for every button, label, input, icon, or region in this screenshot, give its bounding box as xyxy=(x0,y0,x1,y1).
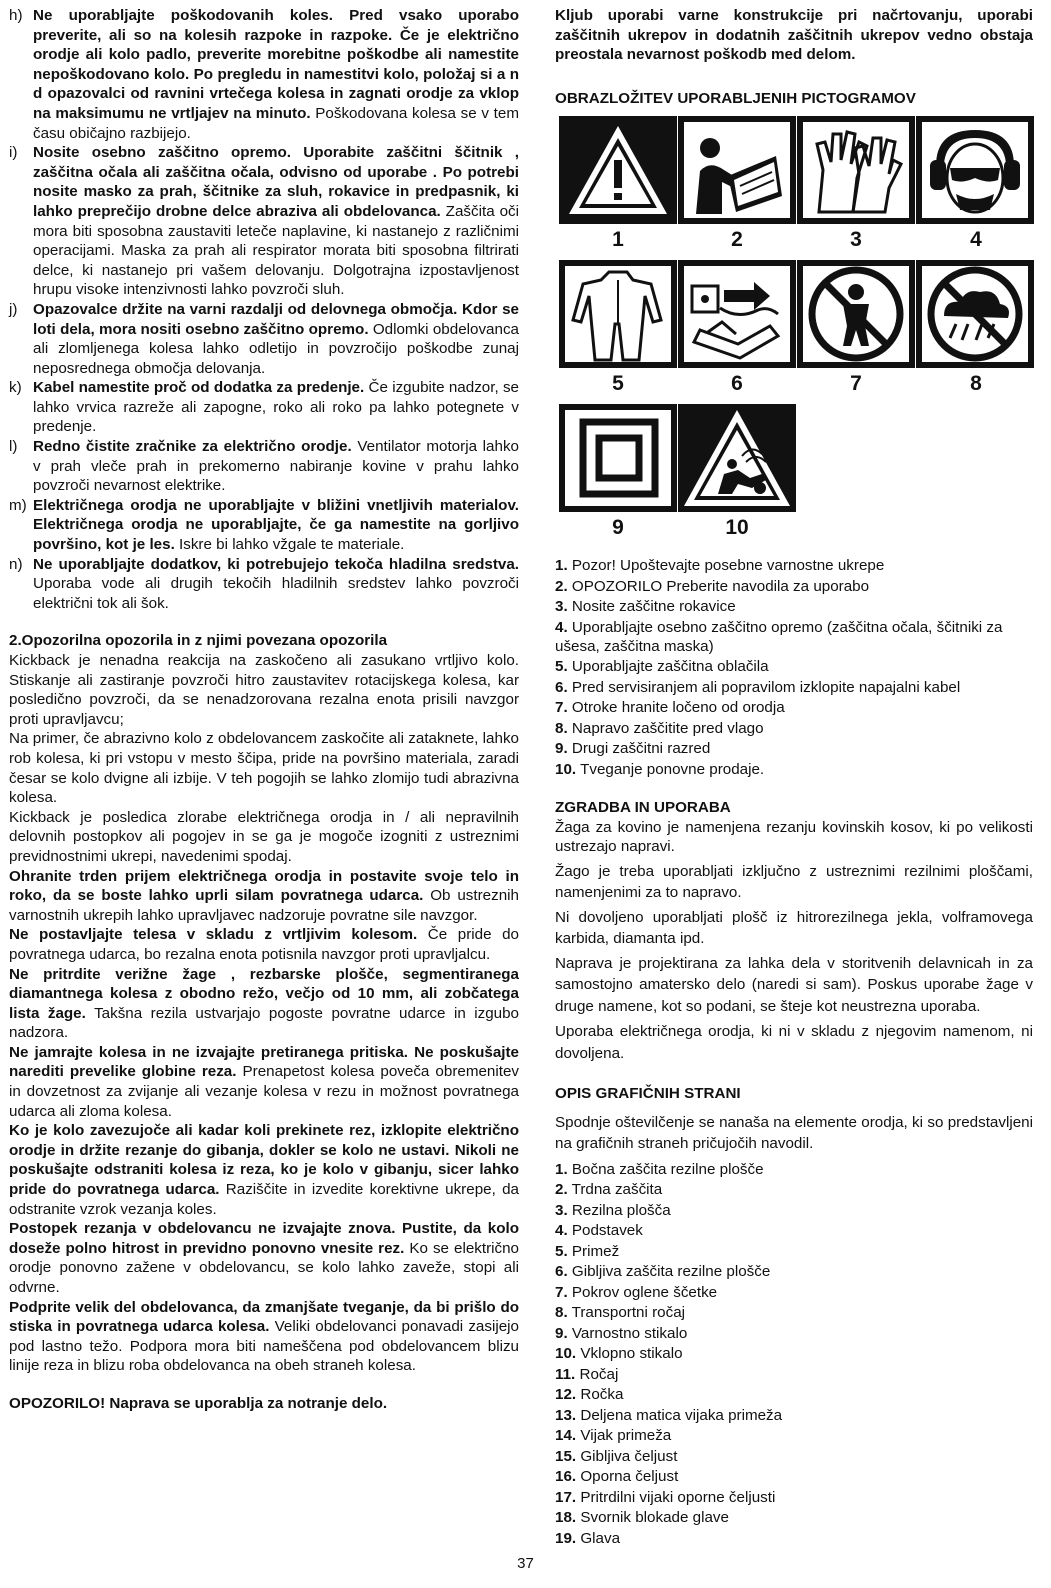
unplug-before-service-icon xyxy=(678,260,796,368)
read-manual-icon xyxy=(678,116,796,224)
list-item: 1. Pozor! Upoštevajte posebne varnostne ukrepe xyxy=(555,557,885,575)
rule-j xyxy=(9,300,519,378)
list-item: 5. Uporabljajte zaščitna oblačila xyxy=(555,658,769,676)
picto-number: 8 xyxy=(970,372,982,396)
right-column xyxy=(555,6,1033,1549)
list-item: 4. Podstavek xyxy=(555,1222,643,1240)
rule-bold: Ne uporabljajte dodatkov, ki potrebujejo tekoča hladilna sredstva. xyxy=(33,555,519,573)
list-item: 2. Trdna zaščita xyxy=(555,1181,663,1199)
ppe-goggles-earmuffs-icon xyxy=(916,116,1034,224)
list-item: 14. Vijak primeža xyxy=(555,1427,672,1445)
picto-number: 1 xyxy=(612,228,624,252)
rule-text: Raziščite in izvedite korektivne ukrepe, da odstranite vzrok vezanja koles. xyxy=(9,1181,519,1218)
left-column xyxy=(9,6,519,1414)
list-item: 11. Ročaj xyxy=(555,1365,619,1383)
picto-number: 10 xyxy=(725,516,749,540)
rule-label: n) xyxy=(9,555,23,573)
rule-text: Zaščita oči mora biti sposobna zaustaviti leteče naplavine, ki nastanejo z različnimi operacijami. Maska za prah ali respirator morata biti sposobna filtrirati delce, ki nastanejo pri vašem delovanju. Dolgotrajna izpostavljenost hrupu visoke intenzivnosti lahko povzroči sluh. xyxy=(33,202,519,299)
rule-bold: Ne jamrajte kolesa in ne izvajajte pretiranega pritiska. Ne poskušajte narediti prevelike globine reza. xyxy=(9,1043,519,1081)
kickback-rule-4 xyxy=(9,1043,519,1121)
zgradba-paragraph-2: Žago je treba uporabljati izključno z ustreznimi rezilnimi ploščami, namenjenimi za to napravo. xyxy=(555,862,1033,901)
kickback-rule-6 xyxy=(9,1219,519,1297)
rule-text: Prenapetost kolesa poveča obremenitev in dovzetnost za zvijanje ali vezanje kolesa v rezu in možnost povratnega udarca ali zloma kolesa. xyxy=(9,1063,520,1120)
rule-text: Poškodovana kolesa se v tem času običajno razbijejo. xyxy=(33,104,519,142)
rule-text: Ko se električno orodje ponovno zažene v obdelovancu, se kolo lahko zaveže, stopi ali odvrne. xyxy=(9,1239,519,1296)
rule-text: Odlomki obdelovanca ali zlomljenega kolesa lahko odletijo in povzročijo poškodbe zunaj neposrednega območja delovanja. xyxy=(33,320,519,377)
list-item: 15. Gibljiva čeljust xyxy=(555,1447,678,1465)
parts-list xyxy=(555,1160,1033,1550)
rule-label: k) xyxy=(9,379,22,397)
kickback-rule-3 xyxy=(9,965,519,1043)
rule-text: Če izgubite nadzor, se lahko vrvica razreže ali zapogne, roko ali roko pa lahko potegnete v predenje. xyxy=(33,379,519,436)
rule-h xyxy=(9,6,519,143)
residual-risk-intro: Kljub uporabi varne konstrukcije pri načrtovanju, uporabi zaščitnih ukrepov in dodatnih zaščitnih ukrepov vedno obstaja preostala nevarnost poškodb med delom. xyxy=(555,7,1033,64)
rule-label: i) xyxy=(9,144,18,162)
list-item: 16. Oporna čeljust xyxy=(555,1468,679,1486)
list-item: 13. Deljena matica vijaka primeža xyxy=(555,1406,783,1424)
list-item: 9. Varnostno stikalo xyxy=(555,1324,688,1342)
section-2-title: 2.Opozorilna opozorila in z njimi povezana opozorila xyxy=(9,632,388,650)
kickback-hazard-icon xyxy=(678,404,796,512)
list-item: 12. Ročka xyxy=(555,1386,624,1404)
list-item: 8. Transportni ročaj xyxy=(555,1304,686,1322)
rule-text: Ob ustreznih varnostnih ukrepih lahko upravljavec nadzoruje povratne sile navzgor. xyxy=(9,887,519,924)
rule-l xyxy=(9,437,519,496)
rule-m xyxy=(9,496,519,555)
kickback-rule-7 xyxy=(9,1298,519,1376)
list-item: 1. Bočna zaščita rezilne plošče xyxy=(555,1160,764,1178)
picto-number: 3 xyxy=(850,228,862,252)
rule-bold: Opazovalce držite na varni razdalji od delovnega območja. Kdor se loti dela, mora nositi osebno zaščitno opremo. xyxy=(33,300,519,338)
list-item: 6. Gibljiva zaščita rezilne plošče xyxy=(555,1263,771,1281)
rule-bold: Ko je kolo zavezujoče ali kadar koli prekinete rez, izklopite električno orodje in držite rezanje do gibanja, dokler se kolo ne ustavi. Nikoli ne poskušajte odstraniti kolesa iz reza, ko je kolo v gibanju, sicer lahko pride do povratnega udarca. xyxy=(9,1122,519,1199)
kickback-rule-5 xyxy=(9,1121,519,1219)
picto-number: 7 xyxy=(850,372,862,396)
rule-label: l) xyxy=(9,438,18,456)
picto-number: 2 xyxy=(731,228,743,252)
picto-number: 9 xyxy=(612,516,624,540)
warning-triangle-icon xyxy=(559,116,677,224)
rule-i xyxy=(9,143,519,300)
opis-intro: Spodnje oštevilčenje se nanaša na elemente orodja, ki so predstavljeni na grafičnih straneh pričujočih navodil. xyxy=(555,1113,1033,1152)
list-item: 7. Otroke hranite ločeno od orodja xyxy=(555,699,785,717)
rule-bold: Redno čistite zračnike za električno orodje. xyxy=(33,438,352,456)
rule-text: Iskre bi lahko vžgale te materiale. xyxy=(174,536,405,554)
rule-text: Veliki obdelovanci ponavadi zasijejo pod lastno težo. Podpora mora biti nameščena pod obdelovancem blizu linije reza in blizu roba obdelovanca na obeh straneh kolesa. xyxy=(9,1318,519,1375)
list-item: 10. Tveganje ponovne prodaje. xyxy=(555,760,765,778)
rule-label: h) xyxy=(9,7,23,24)
list-item: 18. Svornik blokade glave xyxy=(555,1509,729,1527)
rule-text: Takšna rezila ustvarjajo pogoste povratne udarce in izgubo nadzora. xyxy=(9,1004,519,1042)
rule-bold: Podprite velik del obdelovanca, da zmanjšate tveganje, da bi prišlo do stiska in povratnega udarca kolesa. xyxy=(9,1298,519,1336)
list-item: 9. Drugi zaščitni razred xyxy=(555,740,711,758)
rule-bold: Kabel namestite proč od dodatka za predenje. xyxy=(33,379,365,397)
picto-number: 4 xyxy=(970,228,982,252)
rule-bold: Električnega orodja ne uporabljajte v bližini vnetljivih materialov. Električnega orodja ne uporabljajte, če ga namestite na gorljivo površino, kot je les. xyxy=(33,496,519,554)
kickback-paragraph-1: Kickback je nenadna reakcija na zaskočeno ali zasukano vrtljivo kolo. Stiskanje ali zastiranje povzroči hitro zaustavitev rotacijskega kolesa, kar posledično povzroči, da se nenadzorovana rezalna enota prisili navzgor proti upravljavcu; xyxy=(9,652,519,728)
rule-bold: Ne postavljajte telesa v skladu z vrtljivim kolesom. xyxy=(9,926,418,944)
list-item: 6. Pred servisiranjem ali popravilom izklopite napajalni kabel xyxy=(555,678,961,696)
list-item: 17. Pritrdilni vijaki oporne čeljusti xyxy=(555,1488,776,1506)
zgradba-paragraph-3: Ni dovoljeno uporabljati plošč iz hitrorezilnega jekla, volframovega karbida, diamanta ipd. xyxy=(555,908,1033,947)
zgradba-paragraph-4: Naprava je projektirana za lahka dela v storitvenih delavnicah in za samostojno amatersko delo (naredi si sam). Poskus uporabe žage v druge namene, kot so podani, se šteje kot neustrezna uporaba. xyxy=(555,954,1033,1015)
list-item: 3. Rezilna plošča xyxy=(555,1201,671,1219)
list-item: 19. Glava xyxy=(555,1529,621,1547)
rule-bold: Nosite osebno zaščitno opremo. Uporabite zaščitni ščitnik , zaščitna očala ali zaščitna očala, odvisno od uporabe . Po potrebi nosite masko za prah, ščitnike za sluh, rokavice in predpasnik, ki lahko preprečijo drobne delce abraziva ali obdelovanca. xyxy=(33,144,519,220)
zgradba-paragraph-5: Uporaba električnega orodja, ki ni v skladu z njegovim namenom, ni dovoljena. xyxy=(555,1023,1033,1062)
list-item: 4. Uporabljajte osebno zaščitno opremo (zaščitna očala, ščitniki za ušesa, zaščitna maska) xyxy=(555,618,1003,656)
class-ii-insulation-icon xyxy=(559,404,677,512)
rule-n xyxy=(9,555,519,614)
pictogram-legend xyxy=(555,556,1033,780)
indoor-warning: OPOZORILO! Naprava se uporablja za notranje delo. xyxy=(9,1394,388,1412)
rule-bold: Postopek rezanja v obdelovancu ne izvajajte znova. Pustite, da kolo doseže polno hitrost in previdno ponovno vnesite rez. xyxy=(9,1220,519,1257)
kickback-paragraph-2: Na primer, če abrazivno kolo z obdelovancem zaskočite ali zataknete, lahko rob kolesa, ki pri vstopu v mesto ščipa, pride na površino materiala, zaradi česar se kolo dvigne ali izbije. V teh pogojih se lahko zlomijo tudi abrazivna kolesa. xyxy=(9,730,519,807)
picto-number: 5 xyxy=(612,372,624,396)
rule-text: Če pride do povratnega udarca, bo rezalna enota potisnila navzgor proti upravljalcu. xyxy=(9,926,519,963)
list-item: 7. Pokrov oglene ščetke xyxy=(555,1283,718,1301)
rule-bold: Ohranite trden prijem električnega orodja in postavite svoje telo in roko, da se boste lahko uprli silam povratnega udarca. xyxy=(9,867,519,905)
pictogram-title: OBRAZLOŽITEV UPORABLJENIH PICTOGRAMOV xyxy=(555,89,916,107)
rule-bold: Ne uporabljajte poškodovanih koles. Pred vsako uporabo preverite, ali so na kolesih razpoke in razpoke. Če je električno orodje ali kolo padlo, preverite morebitne poškodbe ali namestite nepoškodovano kolo. Po pregledu in namestitvi kolo, položaj si a n d opazovalci od ravnini vrtečega kolesa in zagnati orodje za vklop na maksimumu ne vrtljajev na minuto. xyxy=(33,7,519,122)
list-item: 8. Napravo zaščitite pred vlago xyxy=(555,719,764,737)
list-item: 5. Primež xyxy=(555,1242,620,1260)
page-number: 37 xyxy=(517,1555,534,1572)
opis-title: OPIS GRAFIČNIH STRANI xyxy=(555,1085,741,1103)
picto-number: 6 xyxy=(731,372,743,396)
gloves-icon xyxy=(797,116,915,224)
zgradba-title: ZGRADBA IN UPORABA xyxy=(555,799,731,817)
zgradba-paragraph-1: Žaga za kovino je namenjena rezanju kovinskih kosov, ki po velikosti ustrezajo napravi. xyxy=(555,818,1033,856)
rule-k xyxy=(9,378,519,437)
rule-bold: Ne pritrdite verižne žage , rezbarske plošče, segmentiranega diamantnega kolesa z obodno režo, večjo od 10 mm, ali zobčatega lista žage. xyxy=(9,965,519,1022)
pictogram-grid xyxy=(555,112,1025,542)
kickback-rule-1 xyxy=(9,867,519,926)
list-item: 3. Nosite zaščitne rokavice xyxy=(555,598,736,616)
kickback-rule-2 xyxy=(9,925,519,964)
protect-from-moisture-icon xyxy=(916,260,1034,368)
keep-children-away-icon xyxy=(797,260,915,368)
list-item: 10. Vklopno stikalo xyxy=(555,1345,683,1363)
rule-text: Uporaba vode ali drugih tekočih hladilnih sredstev lahko povzroči električni tok ali šok. xyxy=(33,575,519,612)
rule-label: j) xyxy=(9,300,18,318)
list-item: 2. OPOZORILO Preberite navodila za uporabo xyxy=(555,577,870,595)
rule-text: Ventilator motorja lahko v prah vleče prah in prekomerno nabiranje kovine v prahu lahko povzroči nevarnost elektrike. xyxy=(33,438,519,495)
kickback-paragraph-3: Kickback je posledica zlorabe električnega orodja in / ali nepravilnih delovnih postopkov ali pogojev in se ga je mogoče izogniti z ustreznimi previdnostnimi ukrepi, navedenimi spodaj. xyxy=(9,808,519,865)
protective-clothing-icon xyxy=(559,260,677,368)
rule-label: m) xyxy=(9,496,27,514)
